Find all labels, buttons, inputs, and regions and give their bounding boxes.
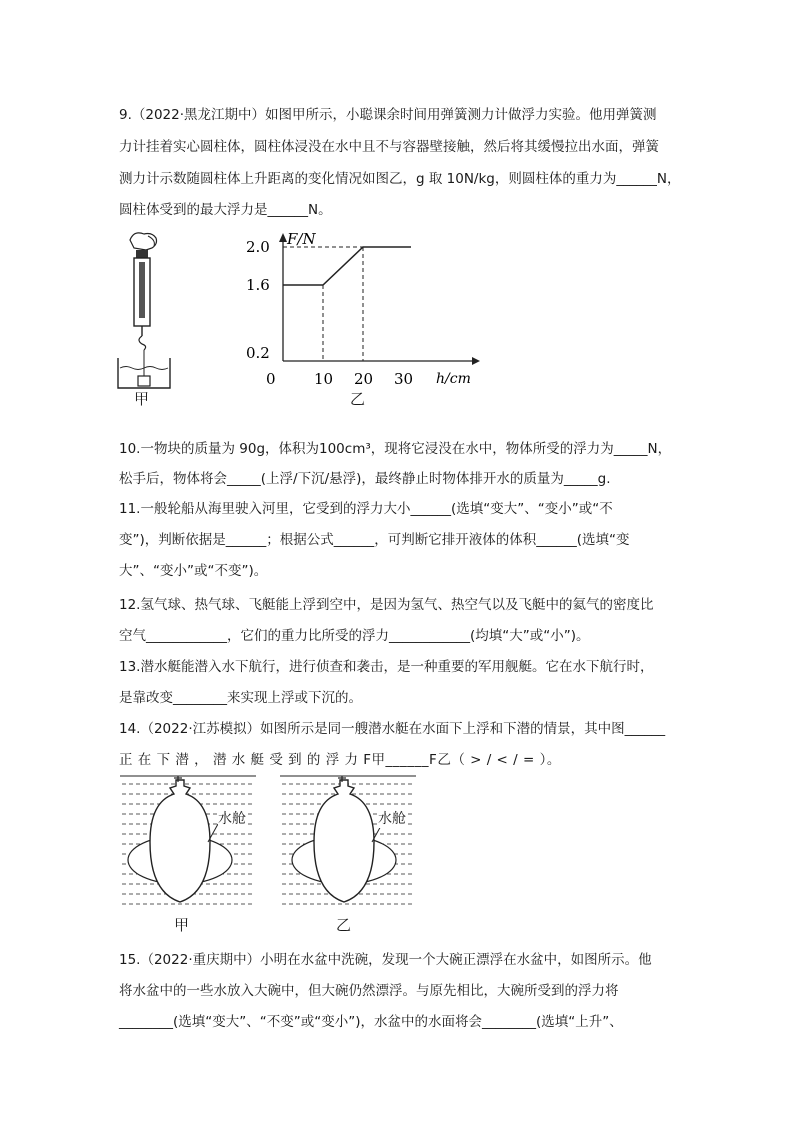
y-tick-label: 1.6 <box>246 276 270 294</box>
submarine-figure-yi <box>278 772 418 932</box>
spring-scale-figure <box>112 228 182 418</box>
q13-line-2: 是靠改变________来实现上浮或下沉的。 <box>119 690 362 706</box>
x-axis-label: h/cm <box>436 371 471 387</box>
q10-line-2: 松手后，物体将会_____(上浮/下沉/悬浮)，最终静止时物体排开水的质量为_____g. <box>119 471 611 487</box>
q11-line-1: 11.一般轮船从海里驶入河里，它受到的浮力大小______(选填“变大”、“变小”或“不 <box>119 501 613 517</box>
y-axis-label: F/N <box>287 230 316 248</box>
water-tank-label-jia: 水舱 <box>218 808 246 828</box>
water-tank-label-yi: 水舱 <box>378 808 406 828</box>
chart-svg <box>240 228 490 413</box>
q13-line-1: 13.潜水艇能潜入水下航行，进行侦查和袭击，是一种重要的军用舰艇。它在水下航行时， <box>119 659 654 675</box>
figure-label-yi: 乙 <box>350 390 366 408</box>
y-tick-label: 0.2 <box>246 344 270 362</box>
q15-line-2: 将水盆中的一些水放入大碗中，但大碗仍然漂浮。与原先相比，大碗所受到的浮力将 <box>119 983 619 999</box>
y-axis-arrow <box>279 233 287 242</box>
submarine-yi-drawing <box>278 772 418 912</box>
q11-line-2: 变”)，判断依据是______；根据公式______，可判断它排开液体的体积______(选填“变 <box>119 532 630 548</box>
submarine-figure-jia <box>118 772 258 932</box>
x-tick-label: 20 <box>354 370 374 388</box>
q9-line-3: 测力计示数随圆柱体上升距离的变化情况如图乙，g 取 10N/kg，则圆柱体的重力为______N， <box>119 171 681 187</box>
origin-label: 0 <box>266 370 276 388</box>
y-tick-label: 2.0 <box>246 238 270 256</box>
q14-line-1: 14.（2022·江苏模拟）如图所示是同一艘潜水艇在水面下上浮和下潜的情景，其中图______ <box>119 721 666 737</box>
q14-line-2: 正 在 下 潜 ， 潜 水 艇 受 到 的 浮 力 F甲______F乙（ > / < / = ）。 <box>119 752 561 768</box>
q15-line-1: 15.（2022·重庆期中）小明在水盆中洗碗，发现一个大碗正漂浮在水盆中，如图所示。他 <box>119 952 652 968</box>
x-axis-arrow <box>472 357 480 365</box>
x-tick-label: 30 <box>394 370 414 388</box>
figure-label-jia: 甲 <box>134 390 150 408</box>
q12-line-1: 12.氢气球、热气球、飞艇能上浮到空中，是因为氢气、热空气以及飞艇中的氦气的密度比 <box>119 597 654 613</box>
submarine-jia-drawing <box>118 772 258 912</box>
submarine-label-jia: 甲 <box>174 916 190 934</box>
force-height-chart <box>240 228 490 413</box>
q10-line-1: 10.一物块的质量为 90g，体积为100cm³，现将它浸没在水中，物体所受的浮力为_____N， <box>119 441 672 457</box>
q11-line-3: 大”、“变小”或“不变”)。 <box>119 563 268 579</box>
q9-line-1: 9.（2022·黑龙江期中）如图甲所示，小聪课余时间用弹簧测力计做浮力实验。他用弹簧测 <box>119 107 657 123</box>
q9-line-2: 力计挂着实心圆柱体，圆柱体浸没在水中且不与容器壁接触，然后将其缓慢拉出水面，弹簧 <box>119 139 659 155</box>
series-line <box>283 247 411 285</box>
q15-line-3: ________(选填“变大”、“不变”或“变小”)，水盆中的水面将会________(选填“上升”、 <box>119 1014 623 1030</box>
x-tick-label: 10 <box>314 370 334 388</box>
q9-line-4: 圆柱体受到的最大浮力是______N。 <box>119 202 332 218</box>
submarine-label-yi: 乙 <box>336 916 352 934</box>
q12-line-2: 空气____________，它们的重力比所受的浮力____________(均填“大”或“小”)。 <box>119 628 590 644</box>
